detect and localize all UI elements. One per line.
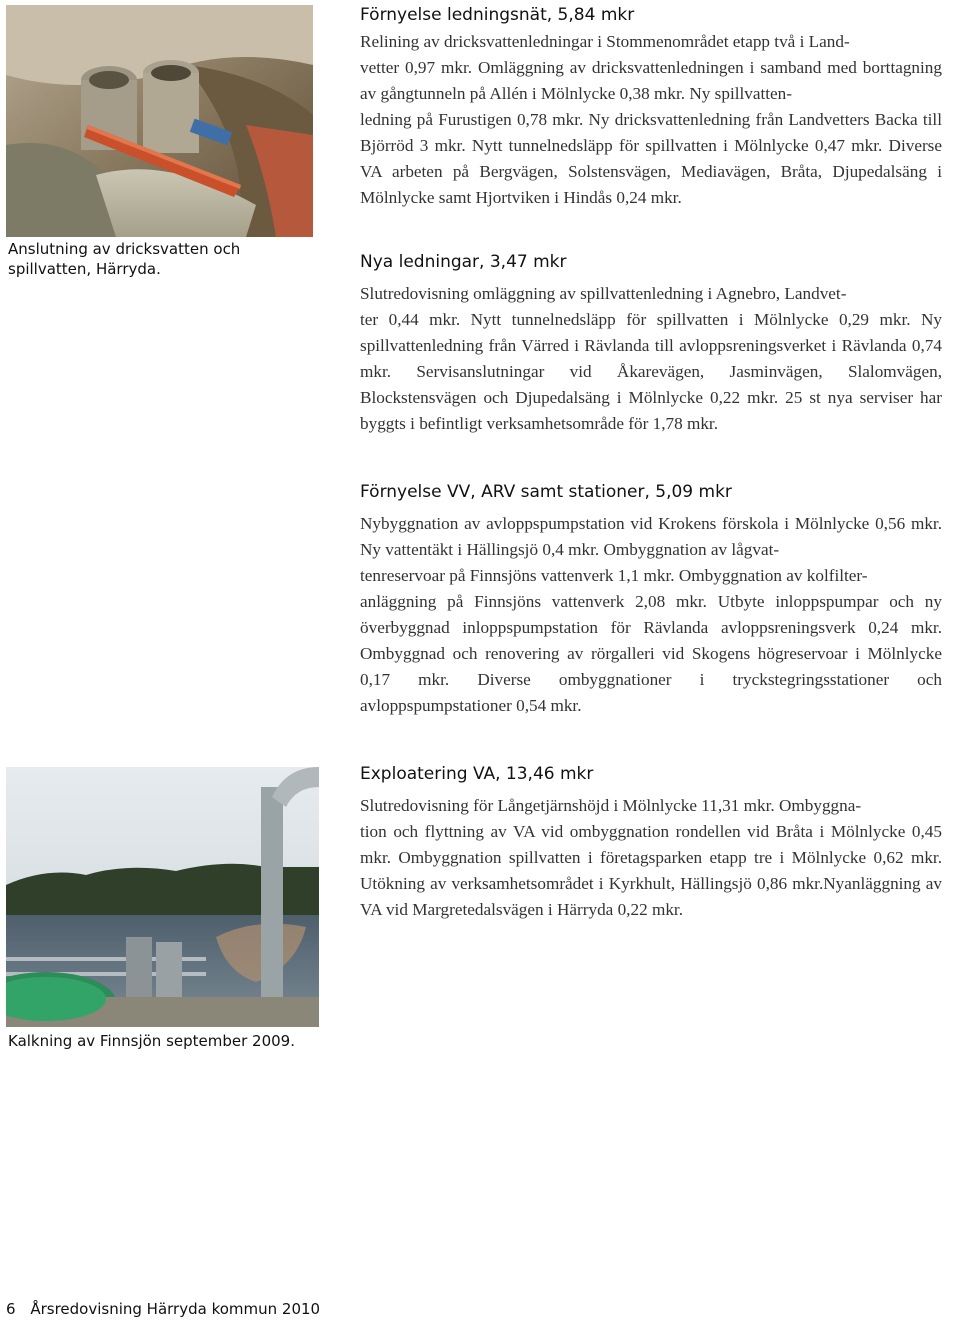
section-body: Nybyggnation av avloppspumpstation vid Krokens förskola i Mölnlycke 0,56 mkr. Ny vattentäkt i Hällingsjö 0,4 mkr. Ombyggnation av lågvat- tenreservoar på Finnsjöns vattenverk 1,1 mkr. Ombyggnation av kolfilter- anläggning på Finnsjöns vattenverk 2,08 mkr. Utbyte inloppspumpar och ny överbyggnad inloppspumpstation för Rävlanda avloppsreningsverk 0,24 mkr. Ombyggnad och renovering av rörgalleri vid Skogens högreservoar i Mölnlycke 0,17 mkr. Diverse ombyggnationer i tryckstegringsstationer och avloppspumpstationer 0,54 mkr. (360, 514, 942, 715)
section-nya-ledningar (360, 251, 942, 437)
lake-photo (6, 767, 319, 1027)
section-body: Slutredovisning för Långetjärnshöjd i Mölnlycke 11,31 mkr. Ombyggna- tion och flyttning av VA vid ombyggnation rondellen vid Bråta i Mölnlycke 0,45 mkr. Ombyggnation spillvatten i företagsparken etapp tre i Mölnlycke 0,62 mkr. Utökning av verksamhetsområdet i Kyrkhult, Hällingsjö 0,86 mkr.Nyanläggning av VA vid Margretedalsvägen i Härryda 0,22 mkr. (360, 796, 942, 919)
lake-photo-image (6, 767, 319, 1027)
section-body: Relining av dricksvattenledningar i Stommenområdet etapp två i Land- vetter 0,97 mkr. Omläggning av dricksvattenledningen i samband med borttagning av gångtunneln på Allén i Mölnlycke 0,38 mkr. Ny spillvatten- ledning på Furustigen 0,78 mkr. Ny dricksvattenledning från Landvetters Backa till Björröd 3 mkr. Nytt tunnelnedsläpp för spillvatten i Mölnlycke 0,47 mkr. Diverse VA arbeten på Bergvägen, Solstensvägen, Mediavägen, Bråta, Djupedalsäng i Mölnlycke samt Hjortviken i Hindås 0,24 mkr. (360, 32, 942, 207)
section-heading: Exploatering VA, 13,46 mkr (360, 764, 594, 784)
section-fornyelse-ledningsnat (360, 4, 942, 211)
trench-photo (6, 5, 313, 237)
section-body: Slutredovisning omläggning av spillvattenledning i Agnebro, Landvet- ter 0,44 mkr. Nytt tunnelnedsläpp för spillvatten i Mölnlycke 0,29 mkr. Ny spillvattenledning från Värred i Rävlanda till avloppsreningsverket i Rävlanda 0,74 mkr. Servisanslutningar vid Åkarevägen, Jasminvägen, Slalomvägen, Blockstensvägen och Djupedalsäng i Mölnlycke 0,22 mkr. 25 st nya serviser har byggts i befintligt verksamhetsområde för 1,78 mkr. (360, 284, 942, 433)
lake-photo-caption: Kalkning av Finnsjön september 2009. (8, 1032, 295, 1050)
page-footer (6, 1300, 320, 1318)
page-number: 6 (6, 1300, 16, 1318)
section-fornyelse-vv-arv (360, 481, 942, 719)
section-exploatering-va (360, 763, 942, 923)
trench-photo-caption: Anslutning av dricksvatten och spillvatten, Härryda. (8, 240, 241, 278)
publication-title: Årsredovisning Härryda kommun 2010 (30, 1300, 321, 1318)
section-heading: Nya ledningar, 3,47 mkr (360, 252, 567, 272)
trench-photo-image (6, 5, 313, 237)
section-heading: Förnyelse ledningsnät, 5,84 mkr (360, 5, 635, 25)
section-heading: Förnyelse VV, ARV samt stationer, 5,09 mkr (360, 482, 732, 502)
